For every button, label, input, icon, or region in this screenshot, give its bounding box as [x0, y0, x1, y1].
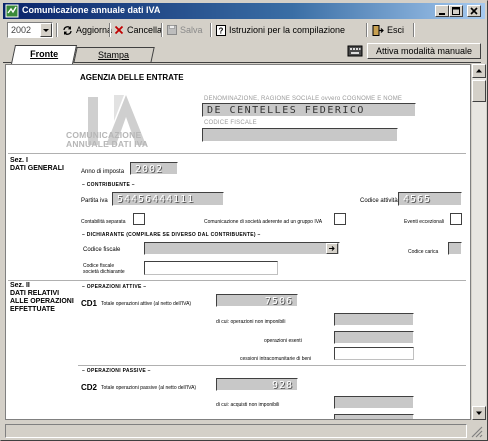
form-page [5, 64, 471, 420]
cd1-label: Totale operazioni attive (al netto dell'IVA) [101, 301, 192, 307]
sez1-subtitle: DATI GENERALI [10, 165, 64, 172]
cd1-code: CD1 [81, 299, 98, 308]
scroll-up-icon [473, 65, 485, 77]
codice-fiscale-lookup-button[interactable] [326, 243, 338, 254]
sez2-subtitle-1: DATI RELATIVI [10, 290, 60, 297]
eventi-eccezionali-checkbox[interactable] [450, 213, 462, 225]
salva-button[interactable] [164, 22, 206, 38]
year-select[interactable] [7, 22, 53, 38]
cd2-label: Totale operazioni passive (al netto dell'IVA) [101, 385, 197, 391]
aggiorna-button[interactable] [59, 22, 115, 38]
window-title: Comunicazione annuale dati IVA [22, 5, 161, 15]
anno-label: Anno di imposta [81, 169, 125, 175]
istruzioni-button[interactable] [213, 22, 348, 38]
section-divider [8, 280, 466, 281]
cd2-value: 928 [271, 380, 293, 391]
cd2-code: CD2 [81, 383, 98, 392]
floppy-disk-icon [167, 25, 177, 35]
esci-label: Esci [387, 25, 405, 35]
resize-grip-icon[interactable] [469, 424, 483, 438]
denominazione-value: DE CENTELLES FEDERICO [207, 105, 365, 116]
logo-line-1: COMUNICAZIONE [66, 130, 142, 140]
operazioni-attive-header: – OPERAZIONI ATTIVE – [82, 284, 147, 290]
operazioni-non-imponibili-field[interactable] [334, 313, 414, 326]
codice-fiscale-label: CODICE FISCALE [204, 120, 257, 126]
partita-iva-label: Partita iva [81, 198, 108, 204]
toolbar-separator [56, 23, 58, 37]
contabilita-separata-label: Contabilità separata [81, 219, 126, 225]
sez2-title: Sez. II [10, 282, 30, 289]
operazioni-passive-header: – OPERAZIONI PASSIVE – [82, 368, 151, 374]
toolbar-separator [413, 23, 415, 37]
delete-x-icon [114, 25, 124, 35]
denominazione-field[interactable] [202, 103, 416, 117]
operazioni-esenti-field[interactable] [334, 331, 414, 344]
cessioni-intracomunitarie-label: cessioni intracomunitarie di beni [240, 356, 312, 362]
denominazione-label: DENOMINAZIONE, RAGIONE SOCIALE ovvero COGNOME E NOME [204, 96, 403, 102]
tab-stampa[interactable] [73, 47, 154, 63]
next-row-field[interactable] [334, 414, 414, 420]
codice-attivita-value: 4565 [403, 194, 432, 205]
vertical-scrollbar[interactable] [472, 64, 486, 420]
anno-value: 2002 [135, 164, 164, 175]
minimize-button[interactable] [435, 5, 449, 17]
codice-carica-field[interactable] [448, 242, 462, 255]
codice-fiscale-societa-field[interactable] [144, 261, 278, 275]
svg-text:?: ? [218, 26, 224, 35]
sub-divider [78, 365, 466, 366]
esci-button[interactable] [369, 22, 407, 38]
codice-fiscale-dich-label: Codice fiscale [83, 247, 121, 253]
sez2-subtitle-3: EFFETTUATE [10, 306, 55, 313]
year-select-value: 2002 [11, 25, 32, 35]
help-icon [216, 25, 226, 36]
close-button[interactable] [467, 5, 481, 17]
keyboard-icon[interactable] [347, 43, 363, 59]
aggiorna-label: Aggiorna [76, 25, 113, 35]
year-select-arrow[interactable] [40, 23, 52, 37]
scroll-thumb[interactable] [472, 80, 486, 102]
agency-heading: AGENZIA DELLE ENTRATE [80, 73, 184, 82]
cancella-label: Cancella [127, 25, 163, 35]
close-icon [468, 6, 480, 16]
lookup-icon [327, 244, 337, 253]
toolbar-separator [210, 23, 212, 37]
toolbar-separator [366, 23, 368, 37]
codice-attivita-label: Codice attività [360, 198, 398, 204]
partita-iva-value: 54456444111 [117, 194, 195, 205]
salva-label: Salva [180, 25, 203, 35]
cd1-field[interactable] [216, 294, 298, 307]
scroll-down-button[interactable] [472, 406, 486, 420]
section-divider [8, 153, 466, 154]
dichiarante-header: – DICHIARANTE (COMPILARE SE DIVERSO DAL CONTRIBUENTE) – [82, 232, 261, 238]
status-bar [3, 422, 485, 439]
tabs-row [3, 41, 485, 63]
eventi-eccezionali-label: Eventi eccezionali [404, 219, 445, 225]
status-pane [5, 424, 467, 438]
attiva-modalita-manuale-button[interactable]: Attiva modalità manuale [367, 43, 481, 59]
codice-fiscale-field[interactable] [202, 128, 398, 142]
chevron-down-icon [41, 24, 51, 36]
app-icon [5, 4, 19, 18]
scroll-down-icon [473, 407, 485, 419]
codice-fiscale-societa-label-2: società dichiarante [83, 269, 125, 275]
maximize-button[interactable] [449, 5, 463, 17]
acquisti-non-imponibili-field[interactable] [334, 396, 414, 409]
exit-door-icon [372, 25, 384, 36]
scroll-up-button[interactable] [472, 64, 486, 78]
tab-stampa-label: Stampa [98, 50, 130, 60]
operazioni-non-imponibili-label: di cui: operazioni non imponibili [216, 319, 286, 325]
anno-field[interactable] [130, 162, 178, 175]
partita-iva-field[interactable] [112, 192, 224, 206]
refresh-icon [62, 25, 73, 36]
comunicazione-gruppo-checkbox[interactable] [334, 213, 346, 225]
sez2-subtitle-2: ALLE OPERAZIONI [10, 298, 74, 305]
codice-attivita-field[interactable] [398, 192, 462, 206]
codice-carica-label: Codice carica [408, 249, 439, 255]
tab-fronte[interactable] [11, 45, 77, 64]
codice-fiscale-societa-label: Codice fiscale [83, 263, 115, 269]
maximize-icon [450, 6, 462, 16]
contabilita-separata-checkbox[interactable] [133, 213, 145, 225]
codice-fiscale-dichiarante-field[interactable] [144, 242, 340, 255]
acquisti-non-imponibili-label: di cui: acquisti non imponibili [216, 402, 280, 408]
sez1-title: Sez. I [10, 157, 28, 164]
comunicazione-gruppo-label: Comunicazione di società aderente ad un gruppo IVA [204, 219, 323, 225]
cd1-value: 7506 [264, 296, 293, 307]
istruzioni-label: Istruzioni per la compilazione [229, 25, 346, 35]
tab-fronte-label: Fronte [30, 49, 59, 59]
cancella-button[interactable] [111, 22, 165, 38]
logo-line-2: ANNUALE DATI IVA [66, 139, 149, 149]
toolbar-separator [161, 23, 163, 37]
cd2-field[interactable] [216, 378, 298, 391]
cessioni-intracomunitarie-field[interactable] [334, 347, 414, 360]
toolbar [3, 20, 485, 40]
title-bar[interactable] [3, 3, 485, 19]
tab-divider [3, 62, 481, 63]
contribuente-header: – CONTRIBUENTE – [82, 182, 135, 188]
operazioni-esenti-label: operazioni esenti [264, 338, 302, 344]
minimize-icon [436, 6, 448, 16]
